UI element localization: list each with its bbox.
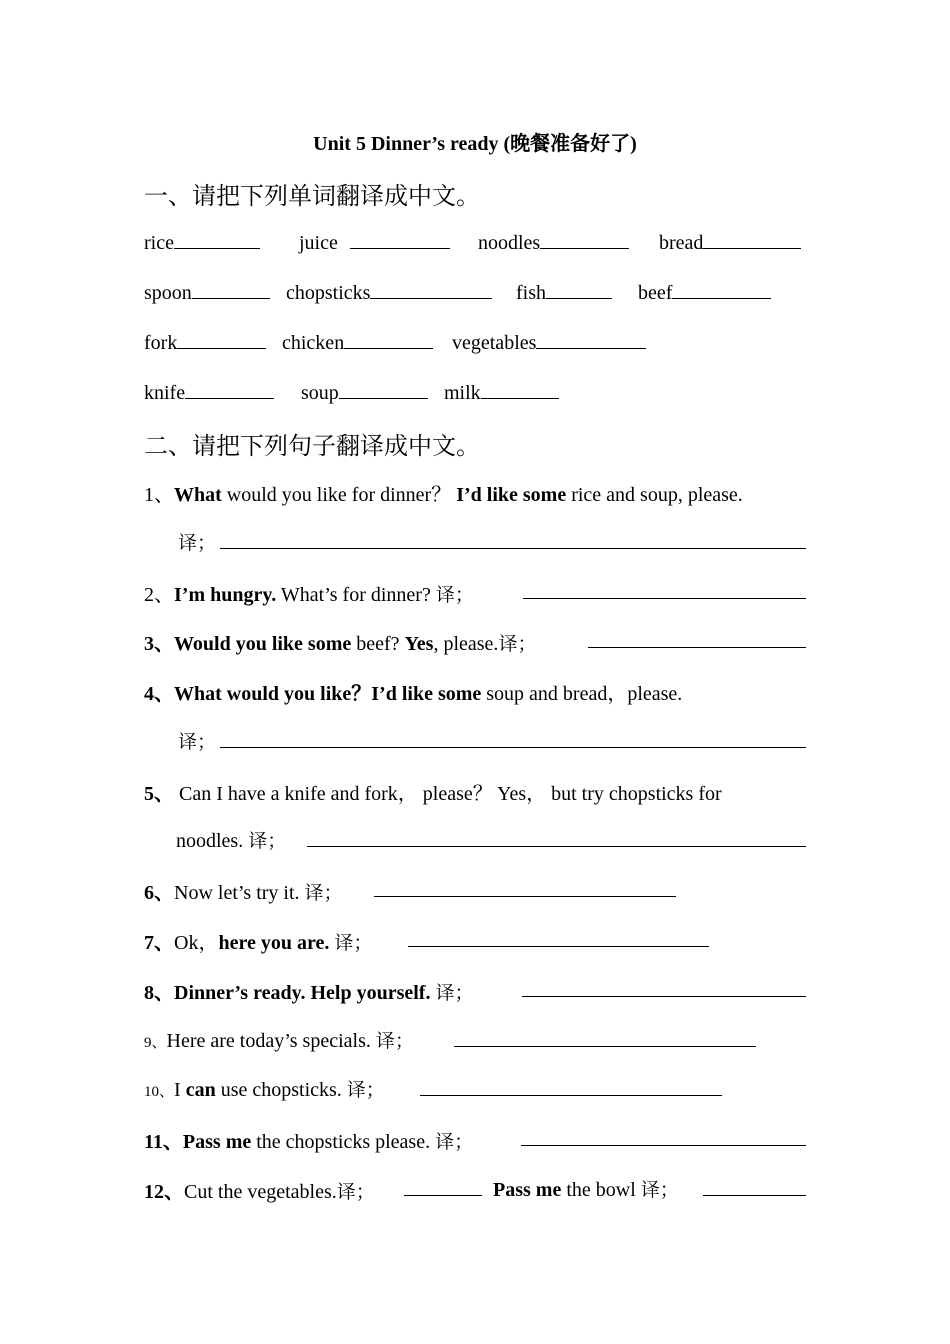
- answer-blank[interactable]: [546, 278, 612, 299]
- sentence-10: 10、I can use chopsticks. 译；: [144, 1079, 385, 1101]
- word-item-knife: knife: [144, 378, 274, 406]
- answer-blank[interactable]: [174, 228, 260, 249]
- sentence-3: 3、Would you like some beef? Yes, please.译；: [144, 633, 537, 655]
- sentence-5: 5、 Can I have a knife and fork， please？ Yes， but try chopsticks for: [144, 783, 722, 805]
- sentence-5-continued: noodles. 译；: [176, 830, 287, 852]
- answer-line[interactable]: [420, 1094, 722, 1096]
- translation-label: 译；: [178, 532, 217, 554]
- answer-blank[interactable]: [177, 328, 266, 349]
- answer-line[interactable]: [408, 945, 709, 947]
- sentence-12-part-2: Pass me the bowl 译；: [493, 1179, 679, 1201]
- sentence-4: 4、What would you like？I’d like some soup and bread，please.: [144, 683, 683, 705]
- answer-blank[interactable]: [344, 328, 433, 349]
- answer-blank[interactable]: [672, 278, 771, 299]
- section-2-heading: 二、请把下列句子翻译成中文。: [144, 432, 480, 460]
- word-item-rice: rice: [144, 228, 260, 256]
- word-item-chopsticks: chopsticks: [286, 278, 492, 306]
- answer-line[interactable]: [523, 597, 806, 599]
- word-item-vegetables: vegetables: [452, 328, 646, 356]
- answer-line[interactable]: [521, 1144, 806, 1146]
- sentence-6: 6、Now let’s try it. 译；: [144, 882, 343, 904]
- sentence-12: 12、Cut the vegetables.译；: [144, 1181, 375, 1203]
- sentence-8: 8、Dinner’s ready. Help yourself. 译；: [144, 982, 474, 1004]
- answer-line[interactable]: [454, 1045, 756, 1047]
- word-item-juice: juice: [299, 228, 450, 256]
- answer-blank[interactable]: [536, 328, 646, 349]
- word-item-milk: milk: [444, 378, 559, 406]
- answer-line[interactable]: [404, 1194, 482, 1196]
- answer-line[interactable]: [307, 845, 806, 847]
- word-item-bread: bread: [659, 228, 801, 256]
- answer-blank[interactable]: [350, 228, 450, 249]
- word-item-spoon: spoon: [144, 278, 270, 306]
- sentence-9: 9、Here are today’s specials. 译；: [144, 1030, 414, 1052]
- answer-line[interactable]: [703, 1194, 806, 1196]
- answer-blank[interactable]: [192, 278, 270, 299]
- answer-line[interactable]: [374, 895, 676, 897]
- answer-blank[interactable]: [370, 278, 492, 299]
- answer-blank[interactable]: [703, 228, 801, 249]
- word-item-noodles: noodles: [478, 228, 629, 256]
- answer-blank[interactable]: [185, 378, 274, 399]
- answer-blank[interactable]: [540, 228, 629, 249]
- answer-line[interactable]: [220, 746, 806, 748]
- answer-blank[interactable]: [481, 378, 559, 399]
- answer-line[interactable]: [220, 547, 806, 549]
- word-item-fish: fish: [516, 278, 612, 306]
- answer-blank[interactable]: [339, 378, 428, 399]
- word-item-beef: beef: [638, 278, 771, 306]
- word-item-soup: soup: [301, 378, 428, 406]
- answer-line[interactable]: [522, 995, 806, 997]
- sentence-7: 7、Ok，here you are. 译；: [144, 932, 373, 954]
- sentence-1: 1、What would you like for dinner？ I’d like some rice and soup, please.: [144, 484, 743, 506]
- section-1-heading: 一、请把下列单词翻译成中文。: [144, 182, 480, 210]
- answer-line[interactable]: [588, 646, 806, 648]
- word-item-fork: fork: [144, 328, 266, 356]
- page-title: Unit 5 Dinner’s ready (晚餐准备好了): [313, 133, 637, 155]
- sentence-2: 2、I’m hungry. What’s for dinner? 译；: [144, 584, 474, 606]
- word-item-chicken: chicken: [282, 328, 433, 356]
- translation-label: 译；: [178, 731, 217, 753]
- sentence-11: 11、Pass me the chopsticks please. 译；: [144, 1131, 474, 1153]
